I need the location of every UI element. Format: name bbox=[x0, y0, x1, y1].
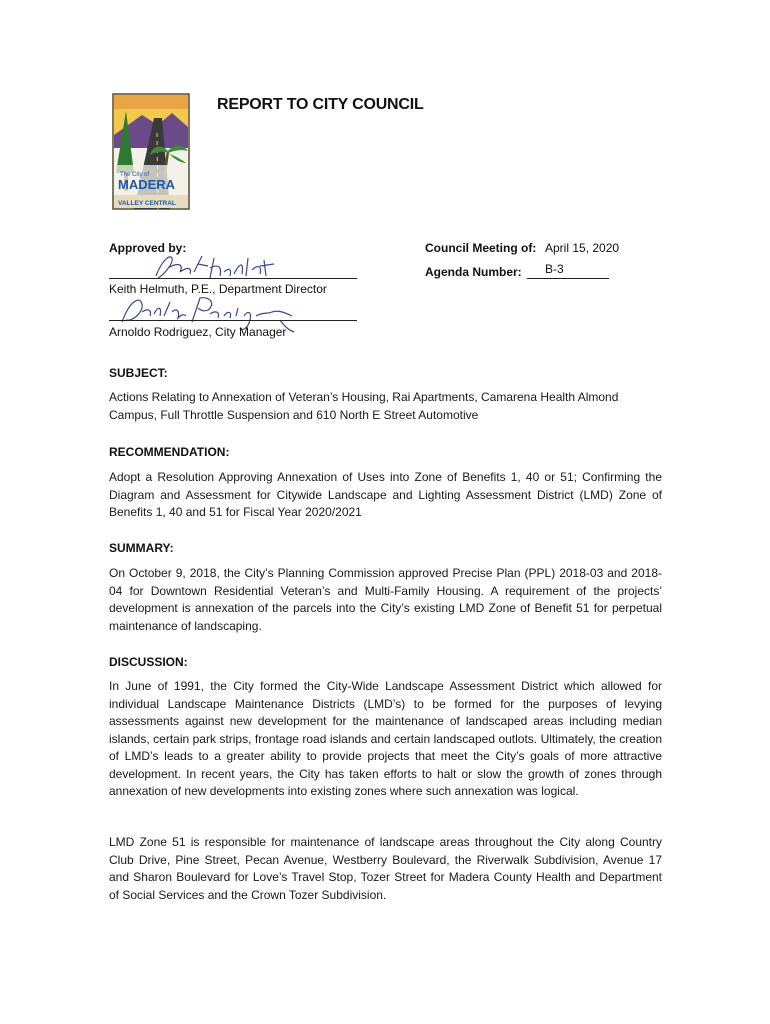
meeting-label: Council Meeting of: bbox=[425, 241, 537, 255]
discussion-paragraph-2: LMD Zone 51 is responsible for maintenance of landscape areas throughout the City along Country Club Drive, Pine Street, Pecan Avenue, Westberry Boulevard, the Riverwalk Subdivision, Avenue 17 and Sharon Boulevard for Love’s Travel Stop, Tozer Street for Madera County Health and Department of Social Services and the Crown Tozer Subdivision. bbox=[109, 835, 662, 902]
signature-line-1 bbox=[109, 278, 357, 279]
agenda-number-line bbox=[527, 278, 609, 279]
recommendation-text: Adopt a Resolution Approving Annexation of Uses into Zone of Benefits 1, 40 or 51; Confirming the Diagram and Assessment for Citywide Landscape and Lighting Assessment District (LMD) Zone of Benefits 1, 40 and 51 for Fiscal Year 2020/2021 bbox=[109, 470, 662, 519]
summary-text: On October 9, 2018, the City’s Planning Commission approved Precise Plan (PPL) 2018-03 and 2018-04 for Downtown Residential Veteran’s and Multi-Family Housing. A requirement of the projects’ development is annexation of the parcels into the City’s existing LMD Zone of Benefit 51 for perpetual maintenance of landscaping. bbox=[109, 566, 662, 633]
discussion-paragraph-1: In June of 1991, the City formed the City-Wide Landscape Assessment District which allowed for individual Landscape Maintenance Districts (LMD’s) to be formed for the purposes of levying assessments against new development for the maintenance of landscaped areas including median islands, certain park strips, frontage road islands and certain landscaped outlots. Ultimately, the creation of LMD’s leads to a greater ability to provide projects that meet the City’s goals of more attractive development. In recent years, the City has taken efforts to halt or slow the growth of zones through annexation of new developments into existing zones where such annexation was logical. bbox=[109, 679, 662, 798]
city-of-madera-logo bbox=[112, 93, 190, 210]
signer2-name: Arnoldo Rodriguez, City Manager bbox=[109, 325, 287, 339]
agenda-label: Agenda Number: bbox=[425, 265, 522, 279]
discussion-heading: DISCUSSION: bbox=[109, 655, 188, 669]
signature-line-2 bbox=[109, 320, 357, 321]
logo-line2: MADERA bbox=[118, 177, 176, 192]
subject-heading: SUBJECT: bbox=[109, 366, 168, 380]
logo-line1: The City of bbox=[120, 172, 150, 178]
meeting-date: April 15, 2020 bbox=[545, 241, 620, 255]
summary-heading: SUMMARY: bbox=[109, 541, 174, 555]
signer1-name: Keith Helmuth, P.E., Department Director bbox=[109, 282, 327, 296]
recommendation-heading: RECOMMENDATION: bbox=[109, 445, 230, 459]
agenda-number: B-3 bbox=[545, 262, 564, 276]
subject-text: Actions Relating to Annexation of Veteran’s Housing, Rai Apartments, Camarena Health Almond Campus, Full Throttle Suspension and 610 North E Street Automotive bbox=[109, 390, 619, 422]
logo-line3: VALLEY CENTRAL bbox=[118, 200, 176, 207]
approved-by-label: Approved by: bbox=[109, 241, 187, 255]
page-title: REPORT TO CITY COUNCIL bbox=[217, 96, 424, 113]
